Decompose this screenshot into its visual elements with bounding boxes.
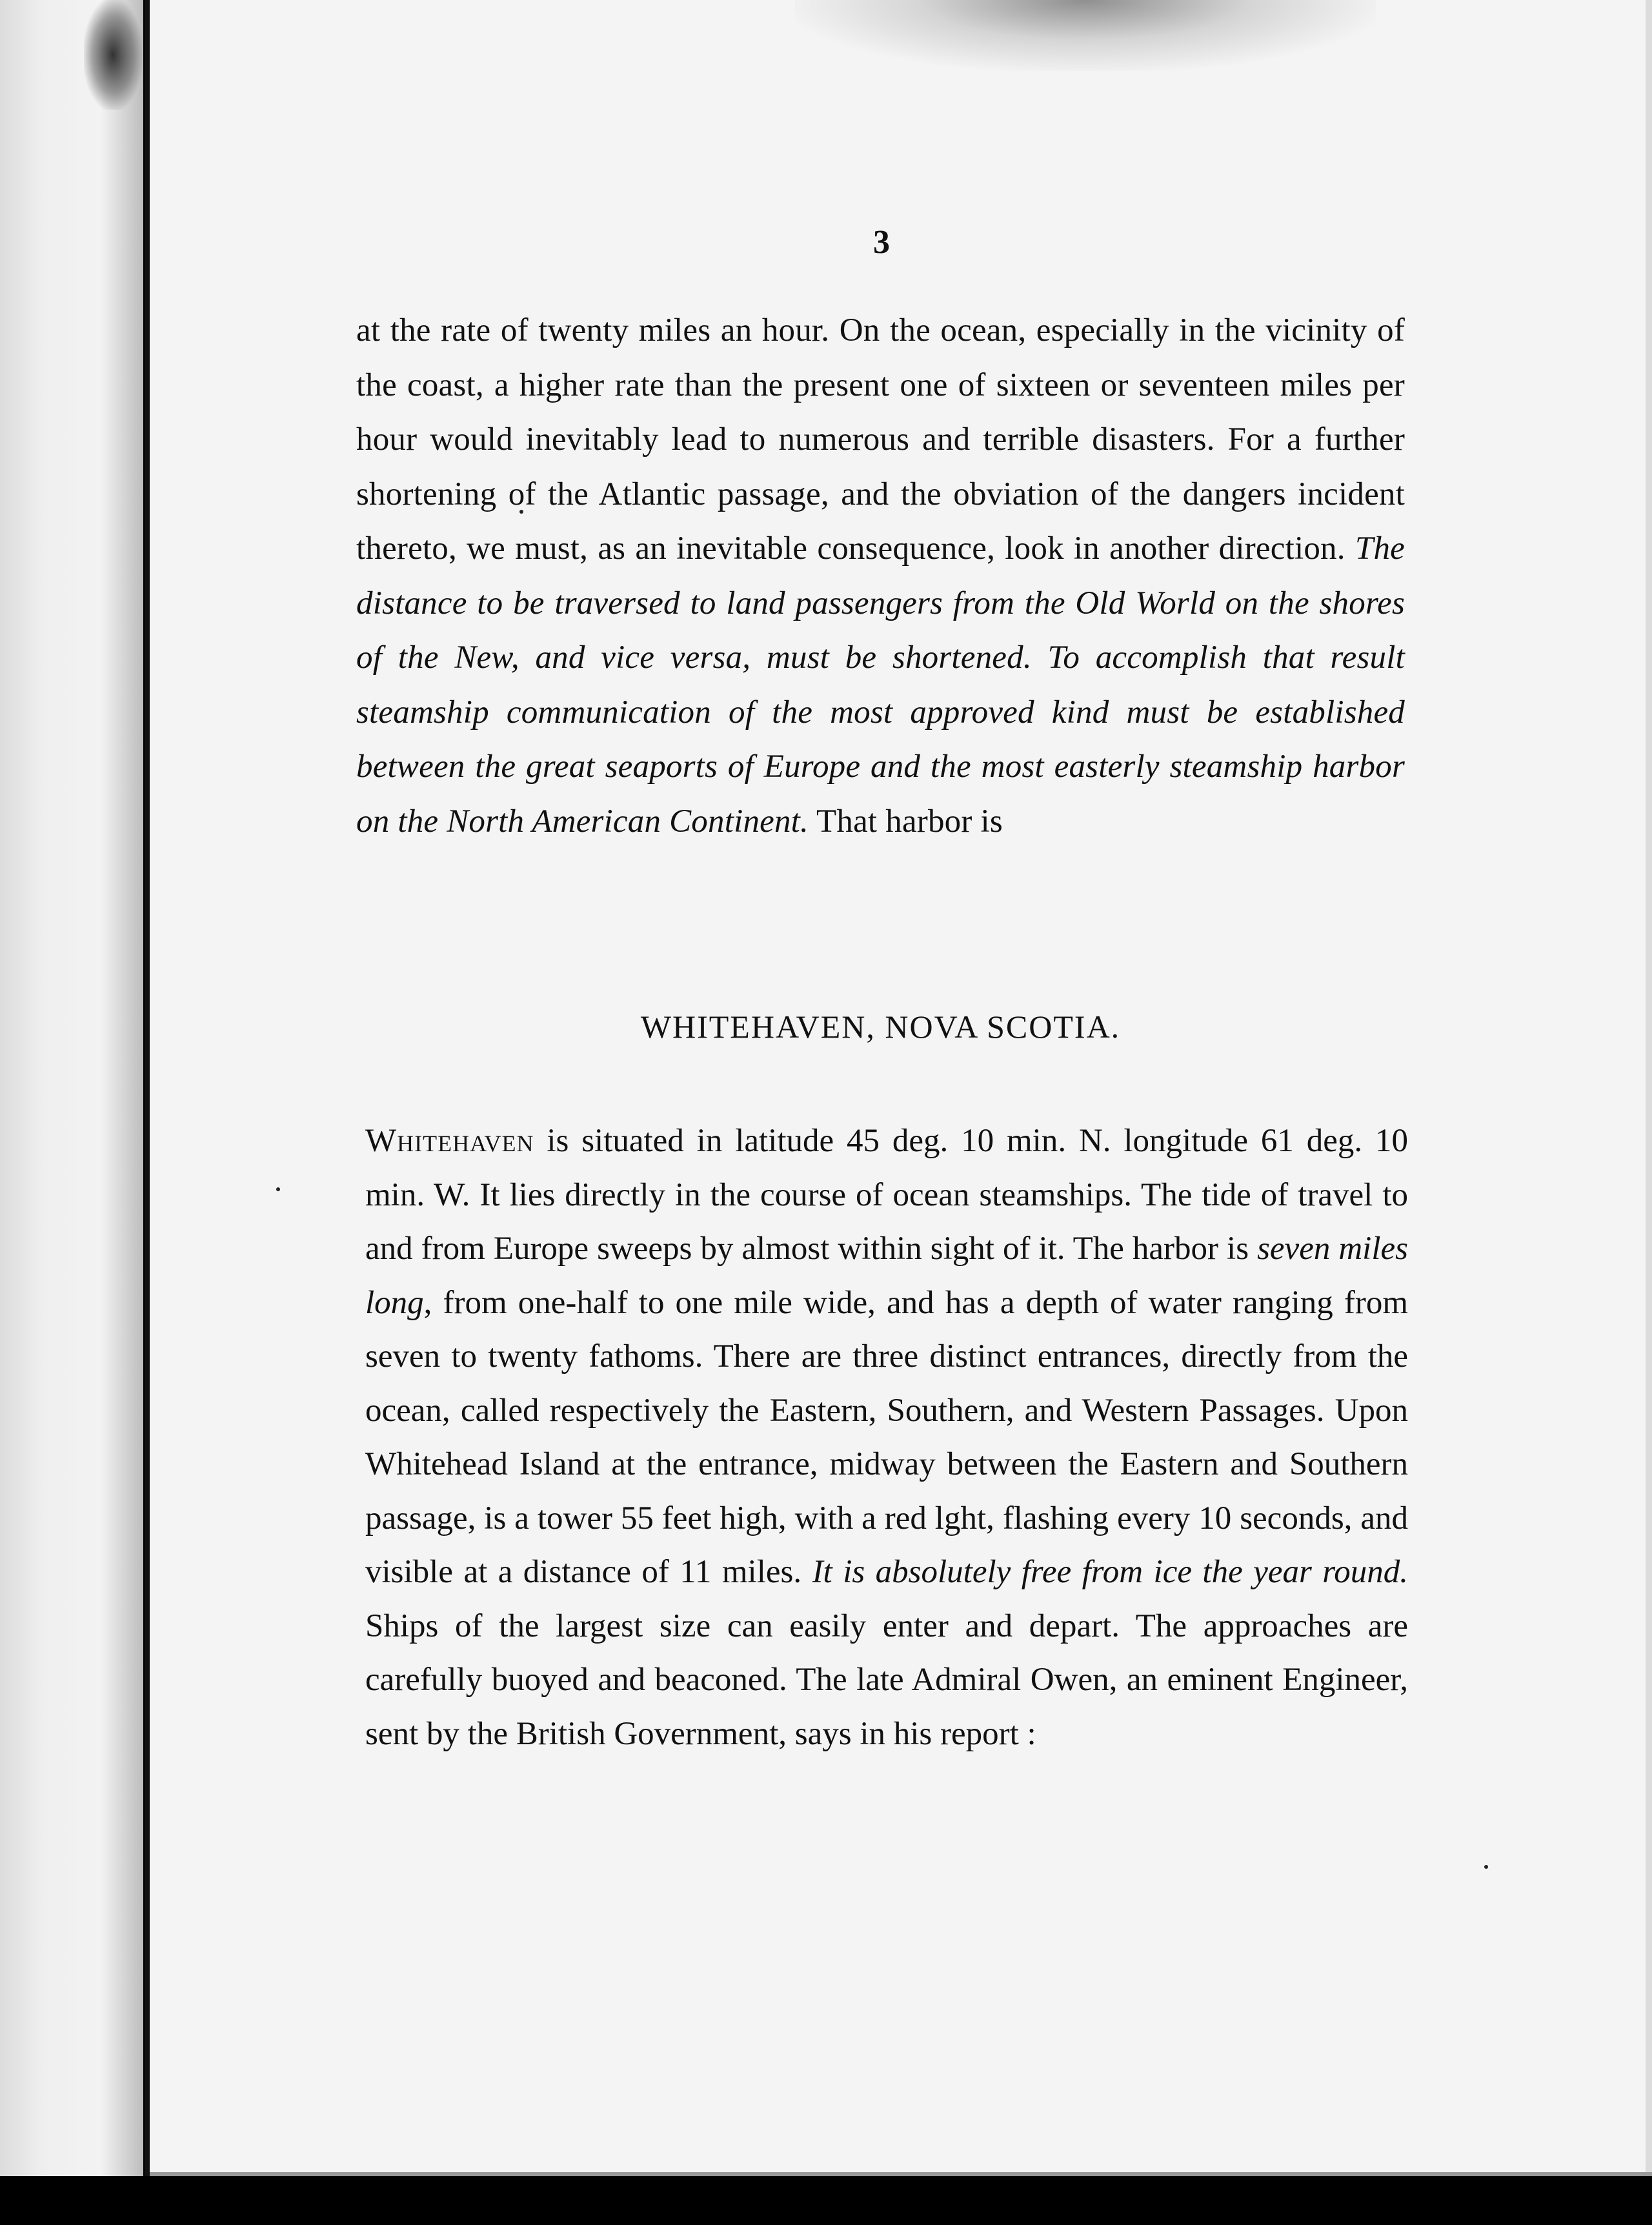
paragraph-segment: is situated in latitude 45 deg. 10 min. N. longitude 61 deg. 10 min. W. It lies directly in the course of ocean steamships. The tide of travel to and from Europe sweeps by almost within sight of it. The harbor is: [365, 1123, 1408, 1267]
page-number: 3: [873, 224, 890, 261]
emphasized-phrase: seven miles long: [365, 1231, 1408, 1321]
paragraph-text: [365, 1114, 1408, 1761]
binding-shadow: [84, 0, 142, 110]
ink-speck: [1484, 1865, 1488, 1869]
page-right-edge: [1646, 0, 1652, 2176]
page-bottom-edge: [150, 2172, 1652, 2176]
scan-shadow: [795, 0, 1376, 71]
section-heading: WHITEHAVEN, NOVA SCOTIA.: [640, 1009, 1121, 1045]
ink-speck: [276, 1187, 280, 1191]
lead-word: Whitehaven: [365, 1123, 534, 1159]
paragraph-text-end: That harbor is: [809, 803, 1003, 840]
emphasized-passage: The distance to be traversed to land passengers from the Old World on the shores of the New, and vice versa, must be shortened. To accomplish that result steamship communication of the most approved kind must be established between the great seaports of Europe and the most easterly steamship harbor on the North American Continent.: [356, 530, 1405, 840]
facing-page-edge: [0, 0, 143, 2176]
emphasized-sentence: It is absolutely free from ice the year round.: [812, 1554, 1408, 1590]
page-gutter: [145, 0, 150, 2176]
body-paragraph-1: [356, 303, 1405, 849]
paragraph-text-start: at the rate of twenty miles an hour. On the ocean, especially in the vicinity of the coast, a higher rate than the present one of sixteen or seventeen miles per hour would inevitably lead to numerous and terrible disasters. For a further shortening of the Atlantic passage, and the obviation of the dangers incident thereto, we must, as an inevitable consequence, look in another direction.: [356, 312, 1405, 567]
body-paragraph-2: [365, 1114, 1408, 1761]
paragraph-text: [356, 303, 1405, 849]
paragraph-segment: , from one-half to one mile wide, and has a depth of water ranging from seven to twenty fathoms. There are three distinct entrances, directly from the ocean, called respectively the Eastern, Southern, and Western Passages. Upon Whitehead Island at the entrance, midway between the Eastern and Southern passage, is a tower 55 feet high, with a red lght, flashing every 10 seconds, and visible at a distance of 11 miles.: [365, 1284, 1408, 1590]
paragraph-segment: Ships of the largest size can easily enter and depart. The approaches are carefully buoyed and beaconed. The late Admiral Owen, an eminent Engineer, sent by the British Government, says in his report :: [365, 1607, 1408, 1752]
